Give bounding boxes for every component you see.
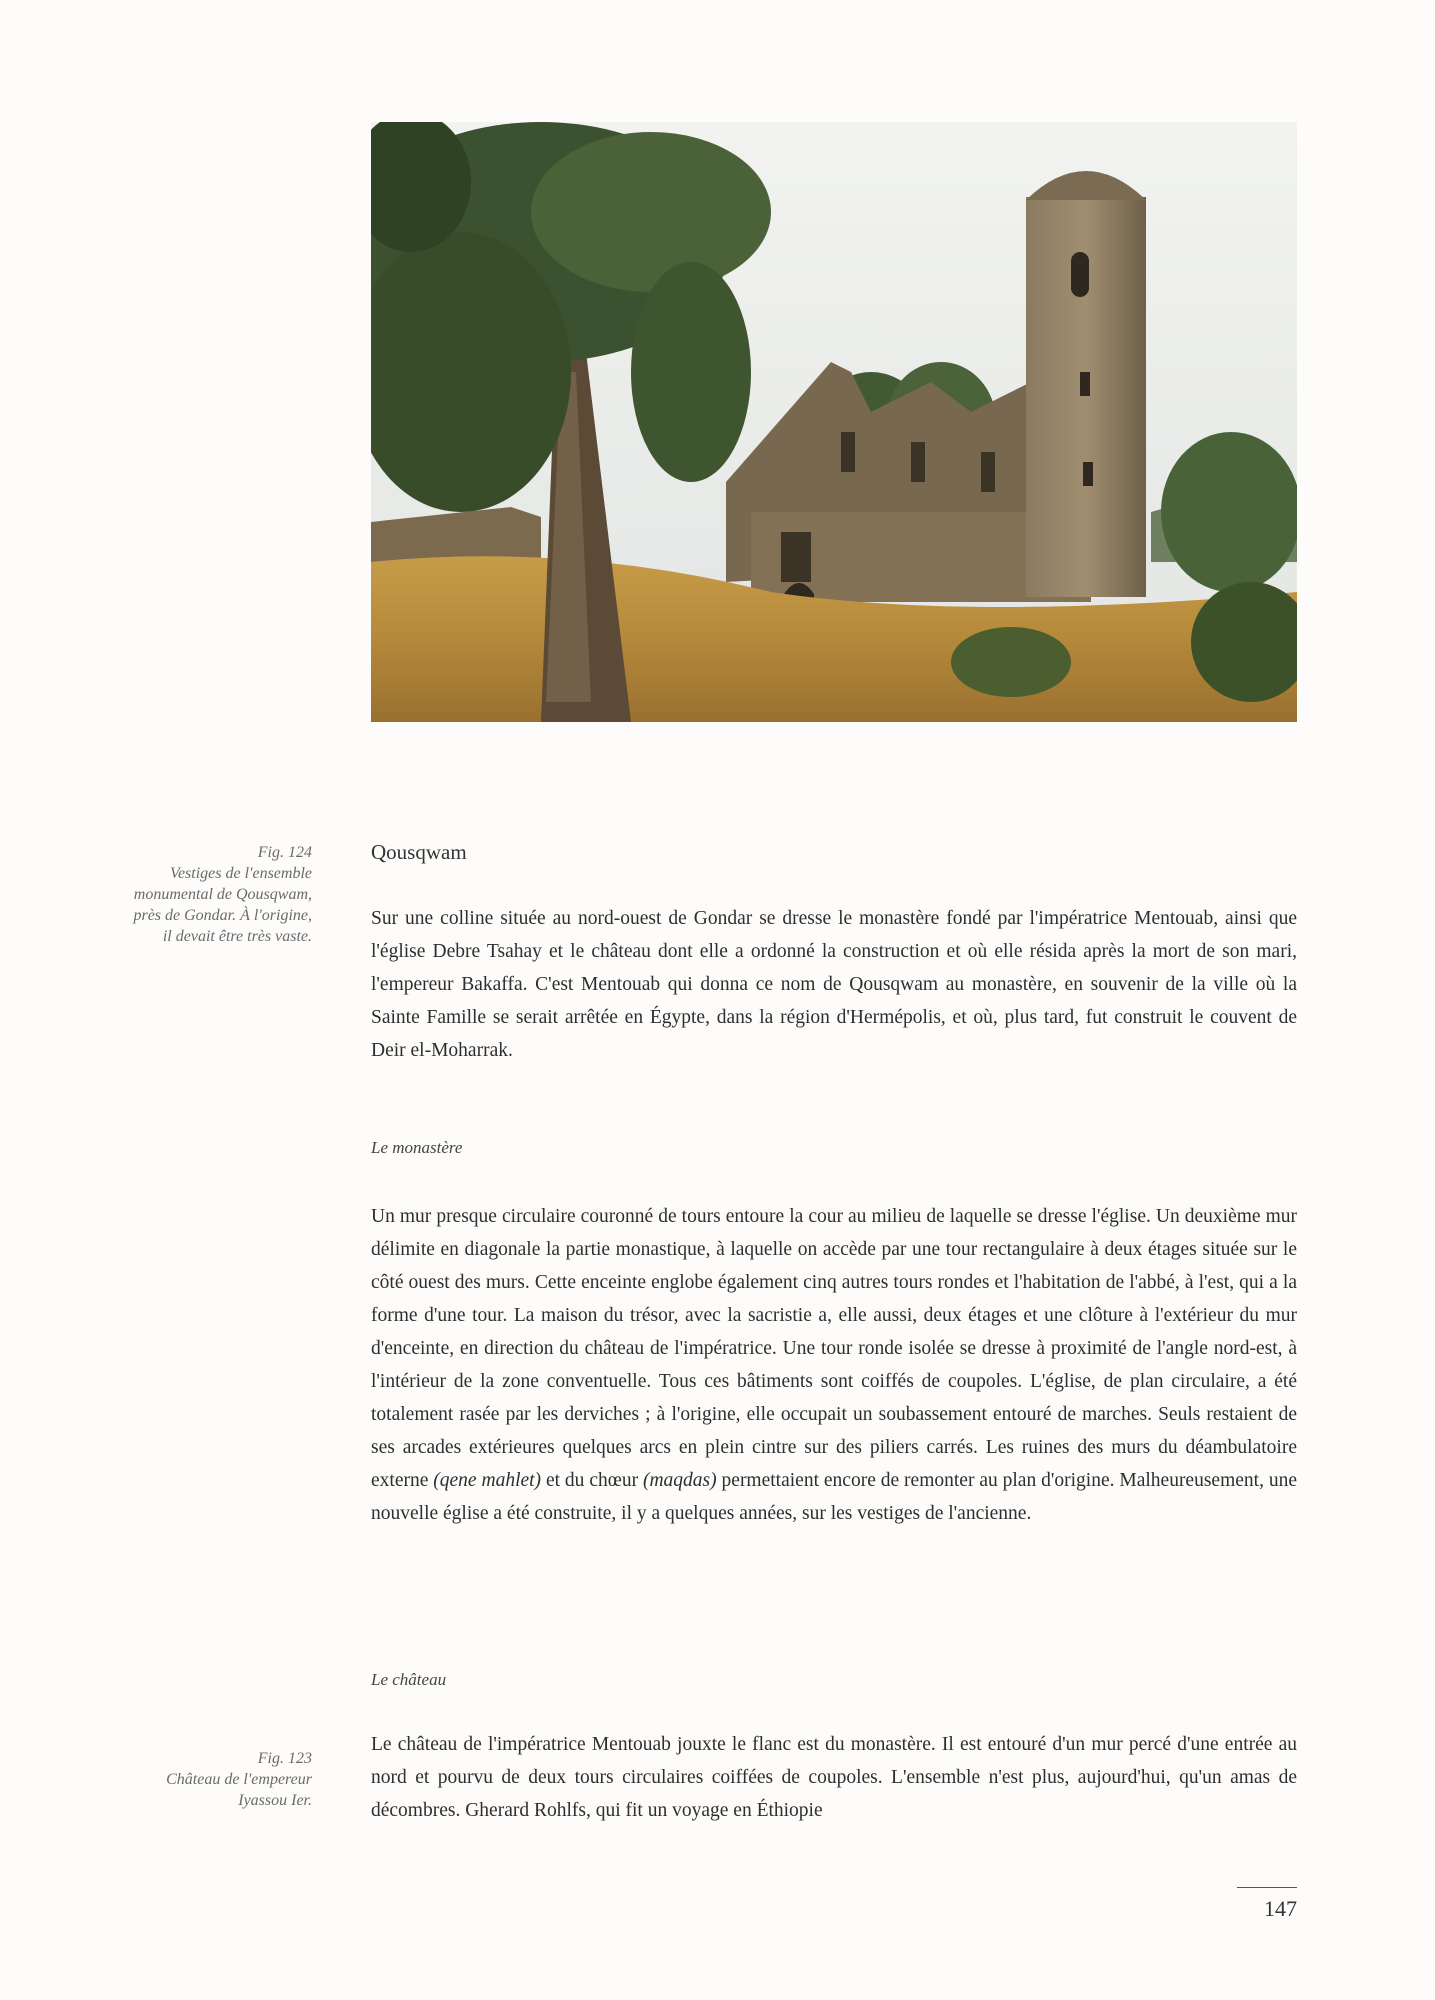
paragraph-text: permettaient encore de remonter au plan d'origine. Malheureusement, une nouvelle église a été construite, il y a quelques années, sur les vestiges de l'ancienne.: [371, 1470, 1298, 1524]
section-title: Qousqwam: [371, 840, 467, 864]
caption-line: Iyassou Ier.: [238, 1792, 312, 1809]
page-number-rule: [1237, 1887, 1297, 1888]
intro-paragraph: Sur une colline située au nord-ouest de Gondar se dresse le monastère fondé par l'impératrice Mentouab, ainsi que l'église Debre Tsahay et le château dont elle a ordonné la construction et où elle résida après la mort de son mari, l'empereur Bakaffa. C'est Mentouab qui donna ce nom de Qousqwam au monastère, en souvenir de la ville où la Sainte Famille se serait arrêtée en Égypte, dans la région d'Hermépolis, et où, plus tard, fut construit le couvent de Deir el-Moharrak.: [371, 908, 1297, 1061]
subsection-title-chateau: Le château: [371, 1670, 447, 1689]
paragraph-text: Un mur presque circulaire couronné de tours entoure la cour au milieu de laquelle se dresse l'église. Un deuxième mur délimite en diagonale la partie monastique, à laquelle on accède par une tour rectangulaire à deux étages située sur le côté ouest des murs. Cette enceinte englobe également cinq autres tours rondes et l'habitation de l'abbé, à l'est, qui a la forme d'une tour. La maison du trésor, avec la sacristie a, elle aussi, deux étages et une clôture à l'extérieur du mur d'enceinte, en direction du château de l'impératrice. Une tour ronde isolée se dresse à proximité de l'angle nord-est, à l'intérieur de la zone conventuelle. Tous ces bâtiments sont coiffés de coupoles. L'église, de plan circulaire, a été totalement rasée par les derviches ; à l'origine, elle occupait un soubassement entouré de marches. Seuls restaient de ses arcades extérieures quelques arcs en plein cintre sur des piliers carrés. Les ruines des murs du déambulatoire externe: [371, 1206, 1297, 1491]
subsection-title-monastery: Le monastère: [371, 1138, 463, 1157]
caption-line: près de Gondar. À l'origine,: [133, 907, 312, 924]
paragraph-text: et du chœur: [541, 1470, 643, 1491]
ruins-illustration: [371, 122, 1297, 722]
figure-label: Fig. 124: [257, 844, 312, 861]
figure-124-caption: [95, 842, 312, 947]
term-maqdas: (maqdas): [642, 1470, 717, 1491]
chateau-paragraph: Le château de l'impératrice Mentouab jouxte le flanc est du monastère. Il est entouré d'un mur percé d'une entrée au nord et pourvu de deux tours circulaires coiffées de coupoles. L'ensemble n'est plus, aujourd'hui, qu'un amas de décombres. Gherard Rohlfs, qui fit un voyage en Éthiopie: [371, 1734, 1297, 1821]
monastery-paragraph: [371, 1200, 1297, 1530]
term-qene-mahlet: (qene mahlet): [433, 1470, 542, 1491]
page-number: 147: [1264, 1896, 1297, 1921]
ruins-photograph: [371, 122, 1297, 722]
caption-line: Château de l'empereur: [166, 1771, 312, 1788]
figure-label: Fig. 123: [257, 1750, 312, 1767]
caption-line: Vestiges de l'ensemble: [169, 865, 312, 882]
caption-line: monumental de Qousqwam,: [133, 886, 312, 903]
caption-line: il devait être très vaste.: [162, 928, 312, 945]
figure-123-caption: [95, 1748, 312, 1811]
